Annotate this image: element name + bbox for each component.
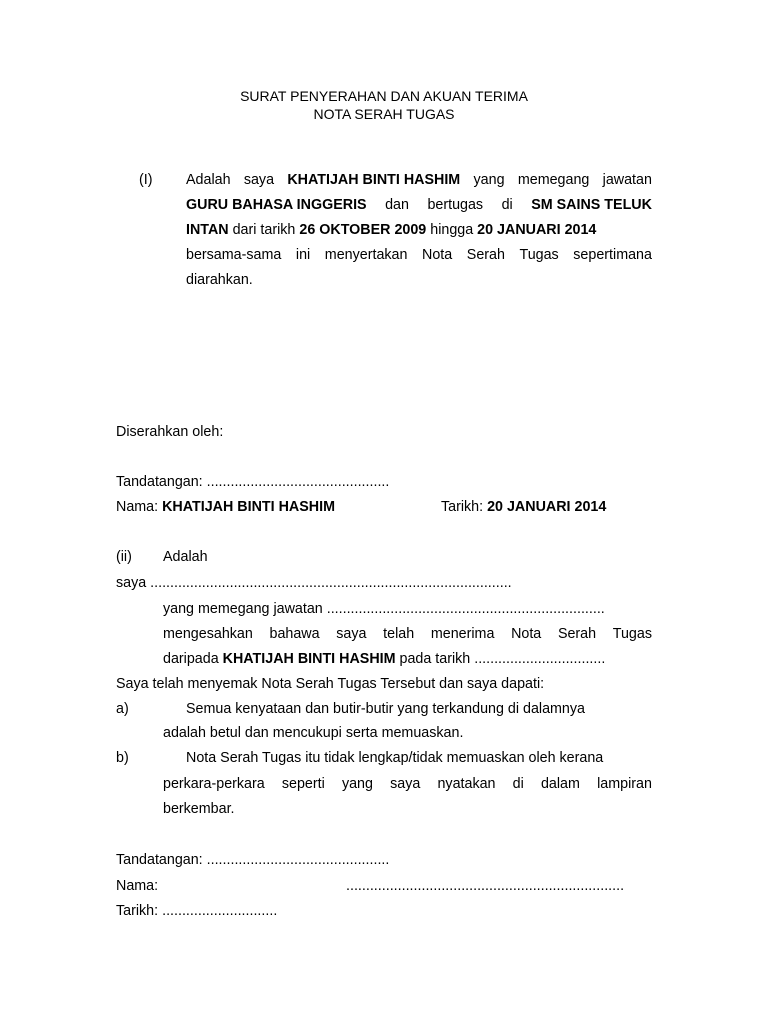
section-2-marker: (ii) <box>116 549 132 565</box>
officer-position: GURU BAHASA INGGERIS <box>186 197 367 213</box>
acceptance-name-dots: ...................................................................... <box>346 878 625 894</box>
handover-label: Diserahkan oleh: <box>116 424 224 440</box>
handover-name-line: Nama: KHATIJAH BINTI HASHIM <box>116 499 335 515</box>
receiver-name-line: saya ........................................................................................... <box>116 575 512 591</box>
item-a-line-1: Semua kenyataan dan butir-butir yang terkandung di dalamnya <box>186 701 585 717</box>
section-1-line-3: INTAN dari tarikh 26 OKTOBER 2009 hingga 20 JANUARI 2014 <box>186 222 597 238</box>
review-statement: Saya telah menyemak Nota Serah Tugas Tersebut dan saya dapati: <box>116 676 545 692</box>
receiver-position-line: yang memegang jawatan ...................................................................... <box>163 601 605 617</box>
section-1-line-5: diarahkan. <box>186 272 253 288</box>
received-from-name: KHATIJAH BINTI HASHIM <box>222 651 396 667</box>
section-2-adalah: Adalah <box>163 549 208 565</box>
handover-date-line: Tarikh: 20 JANUARI 2014 <box>441 499 607 515</box>
item-a-marker: a) <box>116 701 129 717</box>
item-b-line-3: berkembar. <box>163 801 235 817</box>
section-1-line-4: bersama-sama ini menyertakan Nota Serah Tugas sepertimana <box>186 247 652 263</box>
document-title: SURAT PENYERAHAN DAN AKUAN TERIMA <box>240 88 528 104</box>
school-name: SM SAINS TELUK <box>531 197 652 213</box>
item-b-line-2: perkara-perkara seperti yang saya nyatakan di dalam lampiran <box>163 776 652 792</box>
item-b-marker: b) <box>116 750 129 766</box>
handover-signature-line: Tandatangan: .............................................. <box>116 474 390 490</box>
acceptance-date-line: Tarikh: ............................. <box>116 903 278 919</box>
section-1-marker: (I) <box>139 172 153 188</box>
section-1-line-1: Adalah saya KHATIJAH BINTI HASHIM yang memegang jawatan <box>186 172 652 188</box>
acceptance-signature-line: Tandatangan: .............................................. <box>116 852 390 868</box>
item-b-line-1: Nota Serah Tugas itu tidak lengkap/tidak memuaskan oleh kerana <box>186 750 604 766</box>
officer-name: KHATIJAH BINTI HASHIM <box>287 172 461 188</box>
handover-name: KHATIJAH BINTI HASHIM <box>162 499 335 515</box>
document-subtitle: NOTA SERAH TUGAS <box>313 106 455 122</box>
handover-date: 20 JANUARI 2014 <box>487 499 607 515</box>
acceptance-name-label: Nama: <box>116 878 159 894</box>
confirmation-line: mengesahkan bahawa saya telah menerima Nota Serah Tugas <box>163 626 652 642</box>
received-from-line: daripada KHATIJAH BINTI HASHIM pada tarikh ................................. <box>163 651 606 667</box>
item-a-line-2: adalah betul dan mencukupi serta memuaskan. <box>163 725 464 741</box>
date-from: 26 OKTOBER 2009 <box>299 222 427 238</box>
date-to: 20 JANUARI 2014 <box>477 222 597 238</box>
section-1-line-2: GURU BAHASA INGGERIS dan bertugas di SM SAINS TELUK <box>186 197 652 213</box>
